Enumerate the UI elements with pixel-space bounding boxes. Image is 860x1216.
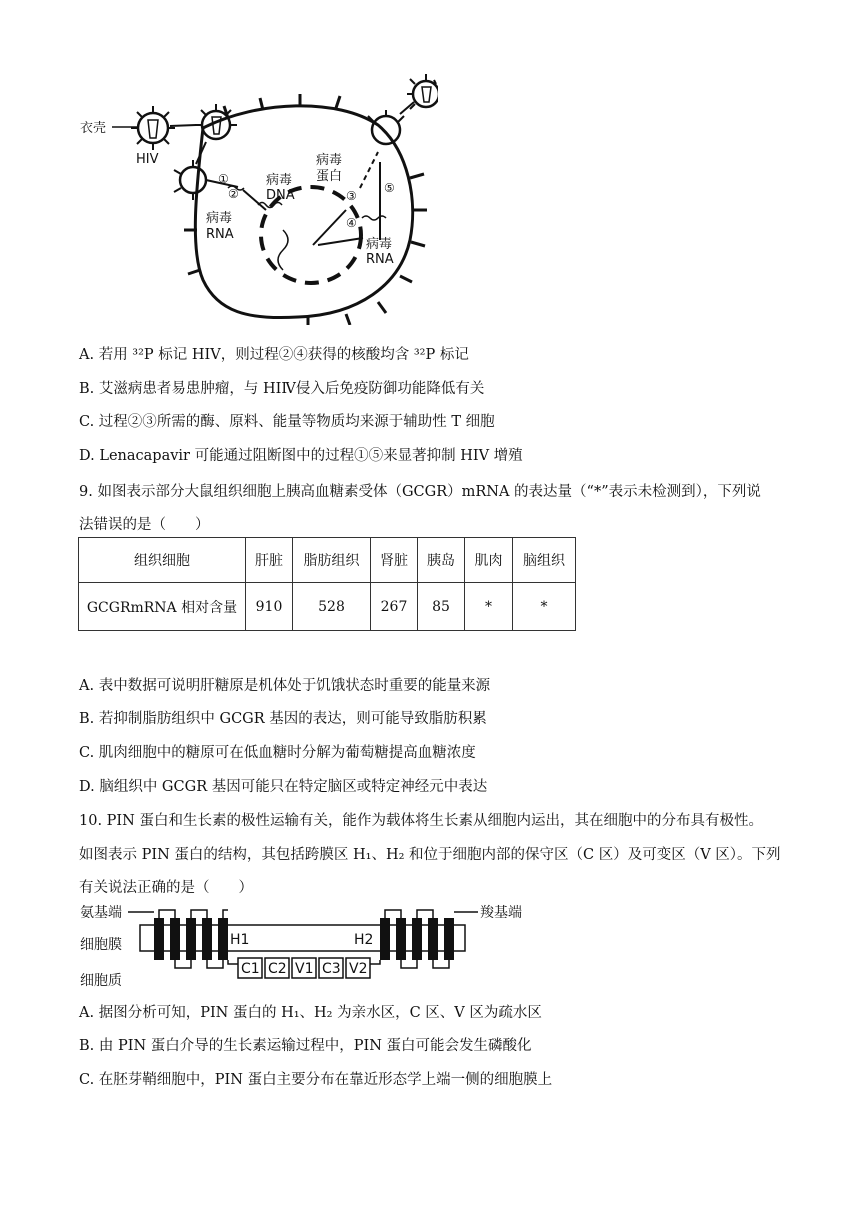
region-v2-label: V2: [349, 961, 368, 977]
region-v1-label: V1: [295, 961, 314, 977]
q10-stem-line-1: 10. PIN 蛋白和生长素的极性运输有关，能作为载体将生长素从细胞内运出，其在细胞中的分布具有极性。: [79, 813, 763, 829]
table-header-cell: 肝脏: [246, 538, 293, 583]
integrated-dna: [278, 230, 288, 270]
q9-option-a: A. 表中数据可说明肝糖原是机体处于饥饿状态时重要的能量来源: [79, 678, 491, 694]
gcgr-expression-table: [78, 537, 576, 631]
q10-stem-line-2: 如图表示 PIN 蛋白的结构，其包括跨膜区 H₁、H₂ 和位于细胞内部的保守区（C 区）及可变区（V 区）。下列: [79, 847, 781, 863]
table-cell: GCGRmRNA 相对含量: [79, 583, 246, 631]
table-header-cell: 脂肪组织: [293, 538, 371, 583]
region-c3-label: C3: [322, 961, 341, 977]
h1-label: H1: [230, 932, 250, 948]
step-2-label: ②: [228, 187, 239, 201]
viral-protein-label-2: 蛋白: [316, 169, 343, 184]
h2-label: H2: [354, 932, 374, 948]
table-row: [79, 538, 576, 583]
hiv-particle-1: [131, 106, 175, 150]
table-cell: 910: [246, 583, 293, 631]
membrane-receptors: [184, 94, 427, 325]
step-4-label: ④: [346, 216, 357, 230]
amino-end-label: 氨基端: [80, 905, 122, 921]
q9-stem-line-1: 9. 如图表示部分大鼠组织细胞上胰高血糖素受体（GCGR）mRNA 的表达量（“*”表示未检测到），下列说: [79, 484, 761, 500]
q9-option-d: D. 脑组织中 GCGR 基因可能只在特定脑区或特定神经元中表达: [79, 779, 488, 795]
q10-option-b: B. 由 PIN 蛋白介导的生长素运输过程中，PIN 蛋白可能会发生磷酸化: [79, 1038, 532, 1054]
table-cell: 85: [418, 583, 465, 631]
region-c2-label: C2: [268, 961, 287, 977]
step-5-label: ⑤: [384, 181, 395, 195]
hiv-particle-budding: [368, 110, 404, 144]
viral-dna-label-2: DNA: [266, 188, 295, 203]
viral-rna-right-label-2: RNA: [366, 252, 394, 267]
cytoplasm-label: 细胞质: [80, 973, 122, 989]
viral-rna-left-label-1: 病毒: [206, 211, 233, 226]
hiv-replication-diagram: [78, 70, 438, 325]
q10-option-a: A. 据图分析可知，PIN 蛋白的 H₁、H₂ 为亲水区，C 区、V 区为疏水区: [79, 1005, 542, 1021]
q9-option-b: B. 若抑制脂肪组织中 GCGR 基因的表达，则可能导致脂肪积累: [79, 711, 487, 727]
table-row: [79, 583, 576, 631]
hiv-label: HIV: [136, 152, 159, 167]
q8-option-a: A. 若用 ³²P 标记 HIV，则过程②④获得的核酸均含 ³²P 标记: [79, 347, 469, 363]
q8-option-b: B. 艾滋病患者易患肿瘤，与 HIⅣ侵入后免疫防御功能降低有关: [79, 381, 485, 397]
table-header-cell: 肾脏: [371, 538, 418, 583]
viral-dna-label-1: 病毒: [266, 173, 293, 188]
q8-option-d: D. Lenacapavir 可能通过阻断图中的过程①⑤来显著抑制 HIV 增殖: [79, 448, 523, 464]
hiv-particle-attached: [174, 160, 206, 200]
viral-rna-right-label-1: 病毒: [366, 237, 393, 252]
table-cell: *: [513, 583, 576, 631]
region-c1-label: C1: [241, 961, 260, 977]
q9-stem-line-2: 法错误的是（ ）: [79, 517, 210, 533]
cell-membrane-label: 细胞膜: [80, 937, 122, 953]
coat-label: 衣壳: [80, 121, 107, 136]
q8-option-c: C. 过程②③所需的酶、原料、能量等物质均来源于辅助性 T 细胞: [79, 414, 495, 430]
table-cell: 528: [293, 583, 371, 631]
q10-stem-line-3: 有关说法正确的是（ ）: [79, 880, 253, 896]
viral-rna-left-label-2: RNA: [206, 227, 234, 242]
carboxyl-end-label: 羧基端: [480, 905, 522, 921]
table-header-cell: 脑组织: [513, 538, 576, 583]
table-header-cell: 胰岛: [418, 538, 465, 583]
q9-option-c: C. 肌肉细胞中的糖原可在低血糖时分解为葡萄糖提高血糖浓度: [79, 745, 476, 761]
table-cell: *: [465, 583, 513, 631]
table-header-cell: 组织细胞: [79, 538, 246, 583]
pin-protein-diagram: [78, 898, 538, 993]
viral-rna-strand-right: [362, 216, 386, 220]
q10-option-c: C. 在胚芽鞘细胞中，PIN 蛋白主要分布在靠近形态学上端一侧的细胞膜上: [79, 1072, 553, 1088]
step-1-label: ①: [218, 172, 229, 186]
step-3-label: ③: [346, 189, 357, 203]
viral-protein-label-1: 病毒: [316, 153, 343, 168]
table-cell: 267: [371, 583, 418, 631]
table-header-cell: 肌肉: [465, 538, 513, 583]
